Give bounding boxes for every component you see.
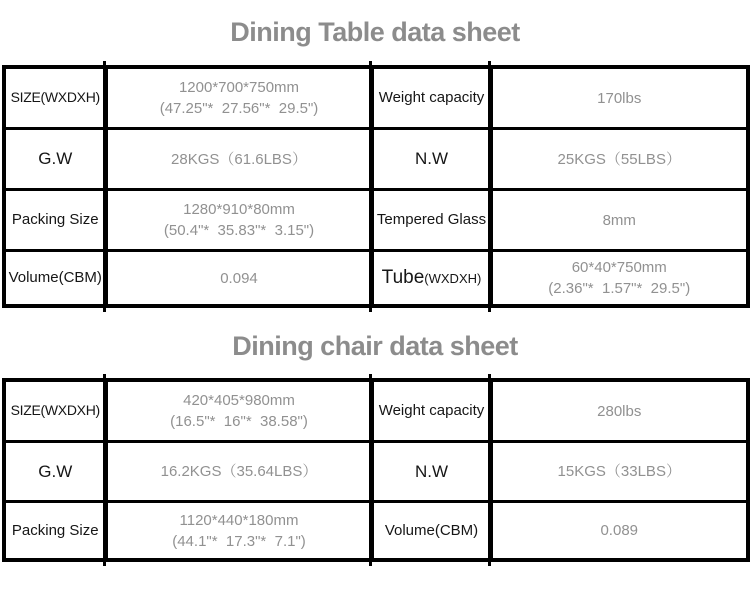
row-label: Volume(CBM) xyxy=(8,269,102,286)
label-cell-tube xyxy=(372,251,491,307)
dining-table-spec-table-wrapper xyxy=(2,65,746,308)
label-cell-gw xyxy=(4,442,106,502)
gridline-tick xyxy=(488,374,491,566)
table-row xyxy=(4,129,748,190)
table-row xyxy=(4,380,748,442)
row-label: Packing Size xyxy=(11,211,99,228)
value-line: 25KGS（55LBS） xyxy=(557,150,681,168)
value-line: (44.1"* 17.3"* 7.1") xyxy=(172,532,306,550)
row-label: G.W xyxy=(38,461,73,481)
row-label: N.W xyxy=(414,149,449,168)
table-row xyxy=(4,502,748,561)
label-cell-packing-size xyxy=(4,190,106,251)
value-cell-tube xyxy=(491,251,748,307)
value-cell-gw xyxy=(106,129,372,190)
value-cell-size xyxy=(106,380,372,442)
value-line: 1280*910*80mm xyxy=(183,201,295,218)
value-cell-packing-size xyxy=(106,190,372,251)
value-line: 60*40*750mm xyxy=(571,259,667,276)
value-line: (50.4"* 35.83"* 3.15") xyxy=(163,222,315,239)
gridline-tick xyxy=(369,61,372,312)
value-cell-tempered-glass xyxy=(491,190,748,251)
row-label: G.W xyxy=(38,149,73,168)
value-line: 1200*700*750mm xyxy=(178,79,300,96)
value-line: 420*405*980mm xyxy=(183,392,295,409)
label-cell-nw xyxy=(372,129,491,190)
label-cell-size xyxy=(4,67,106,129)
value-cell-volume xyxy=(106,251,372,307)
value-cell-packing-size xyxy=(106,502,372,561)
value-line: 28KGS（61.6LBS） xyxy=(171,150,307,168)
dining-chair-spec-table xyxy=(2,378,750,562)
value-cell-weight-capacity xyxy=(491,67,748,129)
label-cell-tempered-glass xyxy=(372,190,491,251)
row-label: SIZE(WXDXH) xyxy=(10,402,100,418)
value-line: 15KGS（33LBS） xyxy=(557,463,681,480)
label-cell-volume xyxy=(372,502,491,561)
value-line: 0.094 xyxy=(220,269,258,287)
label-cell-weight-capacity xyxy=(372,380,491,442)
dining-chair-sheet-title: Dining chair data sheet xyxy=(232,331,518,361)
label-cell-volume xyxy=(4,251,106,307)
table-row xyxy=(4,67,748,129)
label-cell-nw xyxy=(372,442,491,502)
dining-table-sheet-title: Dining Table data sheet xyxy=(230,17,520,47)
value-line: 8mm xyxy=(602,211,636,229)
label-cell-gw xyxy=(4,129,106,190)
label-cell-packing-size xyxy=(4,502,106,561)
value-cell-weight-capacity xyxy=(491,380,748,442)
value-cell-size xyxy=(106,67,372,129)
label-cell-size xyxy=(4,380,106,442)
value-line: 280lbs xyxy=(597,402,642,420)
gridline-tick xyxy=(103,61,106,312)
table-row xyxy=(4,251,748,307)
row-label: N.W xyxy=(414,461,449,481)
value-cell-nw xyxy=(491,442,748,502)
value-line: 1120*440*180mm xyxy=(179,511,299,529)
row-label: Tempered Glass xyxy=(376,211,487,228)
gridline-tick xyxy=(488,61,491,312)
row-label: Packing Size xyxy=(11,521,99,539)
table-row xyxy=(4,442,748,502)
value-cell-nw xyxy=(491,129,748,190)
value-line: 0.089 xyxy=(600,522,639,539)
dining-table-spec-table xyxy=(2,65,750,308)
dining-chair-spec-table-wrapper xyxy=(2,378,746,562)
value-cell-gw xyxy=(106,442,372,502)
table-row xyxy=(4,190,748,251)
row-label: SIZE(WXDXH) xyxy=(10,89,100,105)
row-label: Weight capacity xyxy=(378,402,485,419)
value-line: (16.5"* 16"* 38.58") xyxy=(170,413,308,430)
value-line: 170lbs xyxy=(597,89,642,107)
row-label-sub: (WXDXH) xyxy=(424,271,482,286)
value-line: (2.36"* 1.57"* 29.5") xyxy=(548,280,691,297)
row-label: Tube xyxy=(381,267,425,288)
gridline-tick xyxy=(369,374,372,566)
row-label: Weight capacity xyxy=(378,89,485,106)
value-line: 16.2KGS（35.64LBS） xyxy=(160,463,318,480)
value-line: (47.25"* 27.56"* 29.5") xyxy=(159,100,319,117)
label-cell-weight-capacity xyxy=(372,67,491,129)
row-label: Volume(CBM) xyxy=(384,521,479,539)
gridline-tick xyxy=(103,374,106,566)
value-cell-volume xyxy=(491,502,748,561)
